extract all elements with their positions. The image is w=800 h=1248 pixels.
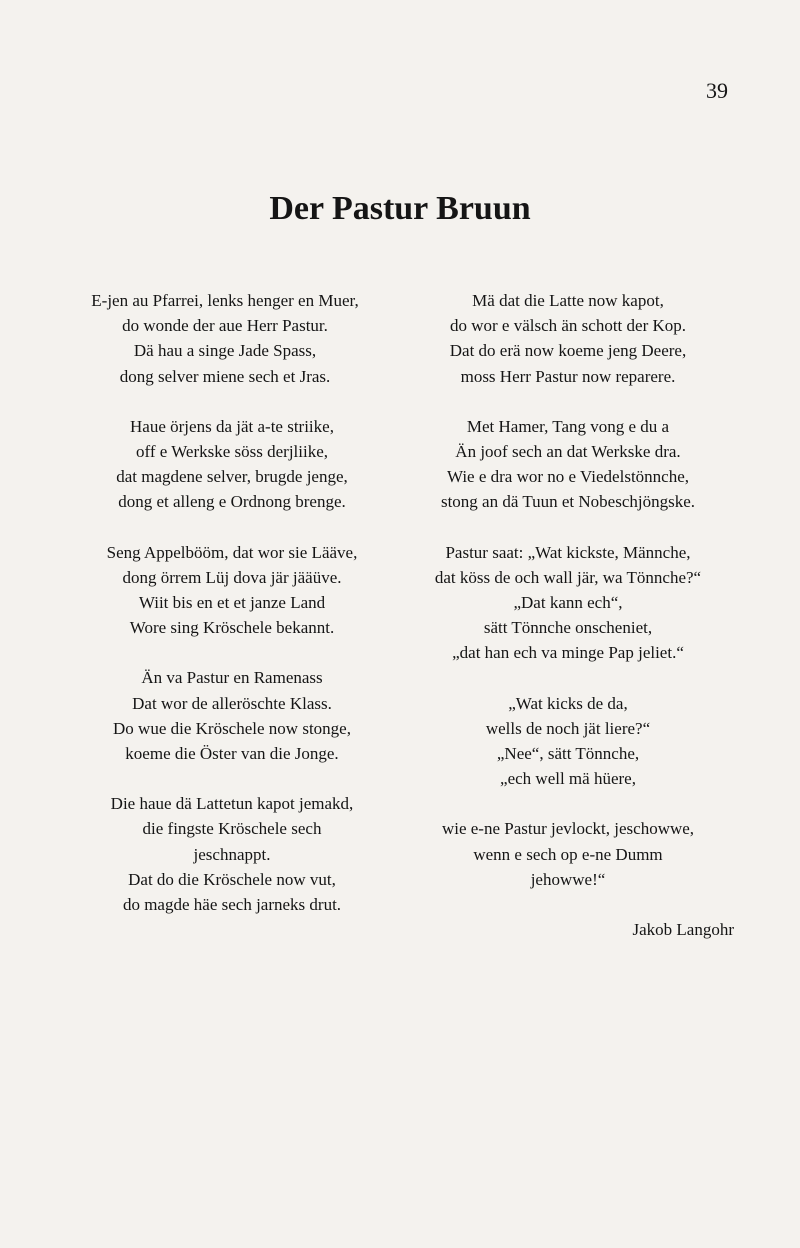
poem-line: sätt Tönnche onscheniet, <box>483 618 653 638</box>
poem-line: E-jen au Pfarrei, lenks henger en Muer, <box>91 291 359 310</box>
poem-line: do magde häe sech jarneks drut. <box>122 895 342 915</box>
stanza <box>398 414 738 515</box>
poem-line: dat magdene selver, brugde jenge, <box>116 467 348 487</box>
poem-line: Wie e dra wor no e Viedelstönnche, <box>446 467 690 487</box>
poem-line: wenn e sech op e-ne Dumm <box>473 844 663 864</box>
poem-line: Pastur saat: „Wat kickste, Männche, <box>445 542 691 562</box>
stanza <box>62 540 402 641</box>
poem-line: die fingste Kröschele sech <box>142 819 322 839</box>
poem-line: „Wat kicks de da, <box>508 693 628 713</box>
poem-right-column <box>398 288 738 967</box>
poem-line: Dat do erä now koeme jeng Deere, <box>449 341 687 361</box>
poem-line: Dä hau a singe Jade Spass, <box>133 341 317 361</box>
poem-title: Der Pastur Bruun <box>269 190 531 227</box>
stanza <box>62 791 402 917</box>
stanza <box>398 288 738 389</box>
poem-line: Wore sing Kröschele bekannt. <box>129 618 335 638</box>
poem-line: moss Herr Pastur now reparere. <box>460 366 676 386</box>
poem-line: „Nee“, sätt Tönnche, <box>496 744 640 764</box>
poem-line: dong örrem Lüj dova jär jääüve. <box>122 567 342 587</box>
poem-left-column <box>62 288 402 942</box>
poem-line: jehowwe!“ <box>530 869 606 889</box>
poem-line: Dat wor de alleröschte Klass. <box>132 693 332 713</box>
stanza <box>398 816 738 942</box>
poem-line: „dat han ech va minge Pap jeliet.“ <box>452 643 684 663</box>
poem-line: dong et alleng e Ordnong brenge. <box>118 492 346 512</box>
poem-line: Wiit bis en et et janze Land <box>138 593 326 613</box>
poem-line: wells de noch jät liere?“ <box>485 718 651 738</box>
author-signature: Jakob Langohr <box>632 920 734 940</box>
poem-line: Die haue dä Lattetun kapot jemakd, <box>110 794 354 814</box>
poem-line: stong an dä Tuun et Nobeschjöngske. <box>440 492 696 512</box>
poem-line: Met Hamer, Tang vong e du a <box>466 416 670 436</box>
poem-line: koeme die Öster van die Jonge. <box>125 744 339 764</box>
poem-line: Mä dat die Latte now kapot, <box>472 291 664 310</box>
page-number: 39 <box>706 78 728 103</box>
poem-line <box>398 892 738 917</box>
poem-line: Dat do die Kröschele now vut, <box>128 869 336 889</box>
poem-line: Än va Pastur en Ramenass <box>141 668 323 688</box>
poem-line: jeschnappt. <box>193 844 271 864</box>
poem-line: Do wue die Kröschele now stonge, <box>113 718 351 738</box>
poem-line: dat köss de och wall jär, wa Tönnche?“ <box>434 567 702 587</box>
poem-line: do wonde der aue Herr Pastur. <box>122 316 328 336</box>
stanza <box>62 665 402 766</box>
poem-line: dong selver miene sech et Jras. <box>119 366 331 386</box>
poem-line: Haue örjens da jät a-te striike, <box>130 416 334 436</box>
poem-line: do wor e välsch än schott der Kop. <box>449 316 687 336</box>
stanza <box>398 691 738 792</box>
poem-line: Än joof sech an dat Werkske dra. <box>455 442 681 462</box>
stanza <box>62 414 402 515</box>
stanza <box>398 540 738 666</box>
poem-line: Seng Appelbööm, dat wor sie Lääve, <box>106 542 358 562</box>
poem-line: „Dat kann ech“, <box>513 593 623 613</box>
stanza <box>48 288 402 389</box>
poem-line: „ech well mä hüere, <box>500 769 636 789</box>
poem-line: off e Werkske söss derjliike, <box>135 442 329 462</box>
poem-line: wie e-ne Pastur jevlockt, jeschowwe, <box>441 819 695 839</box>
